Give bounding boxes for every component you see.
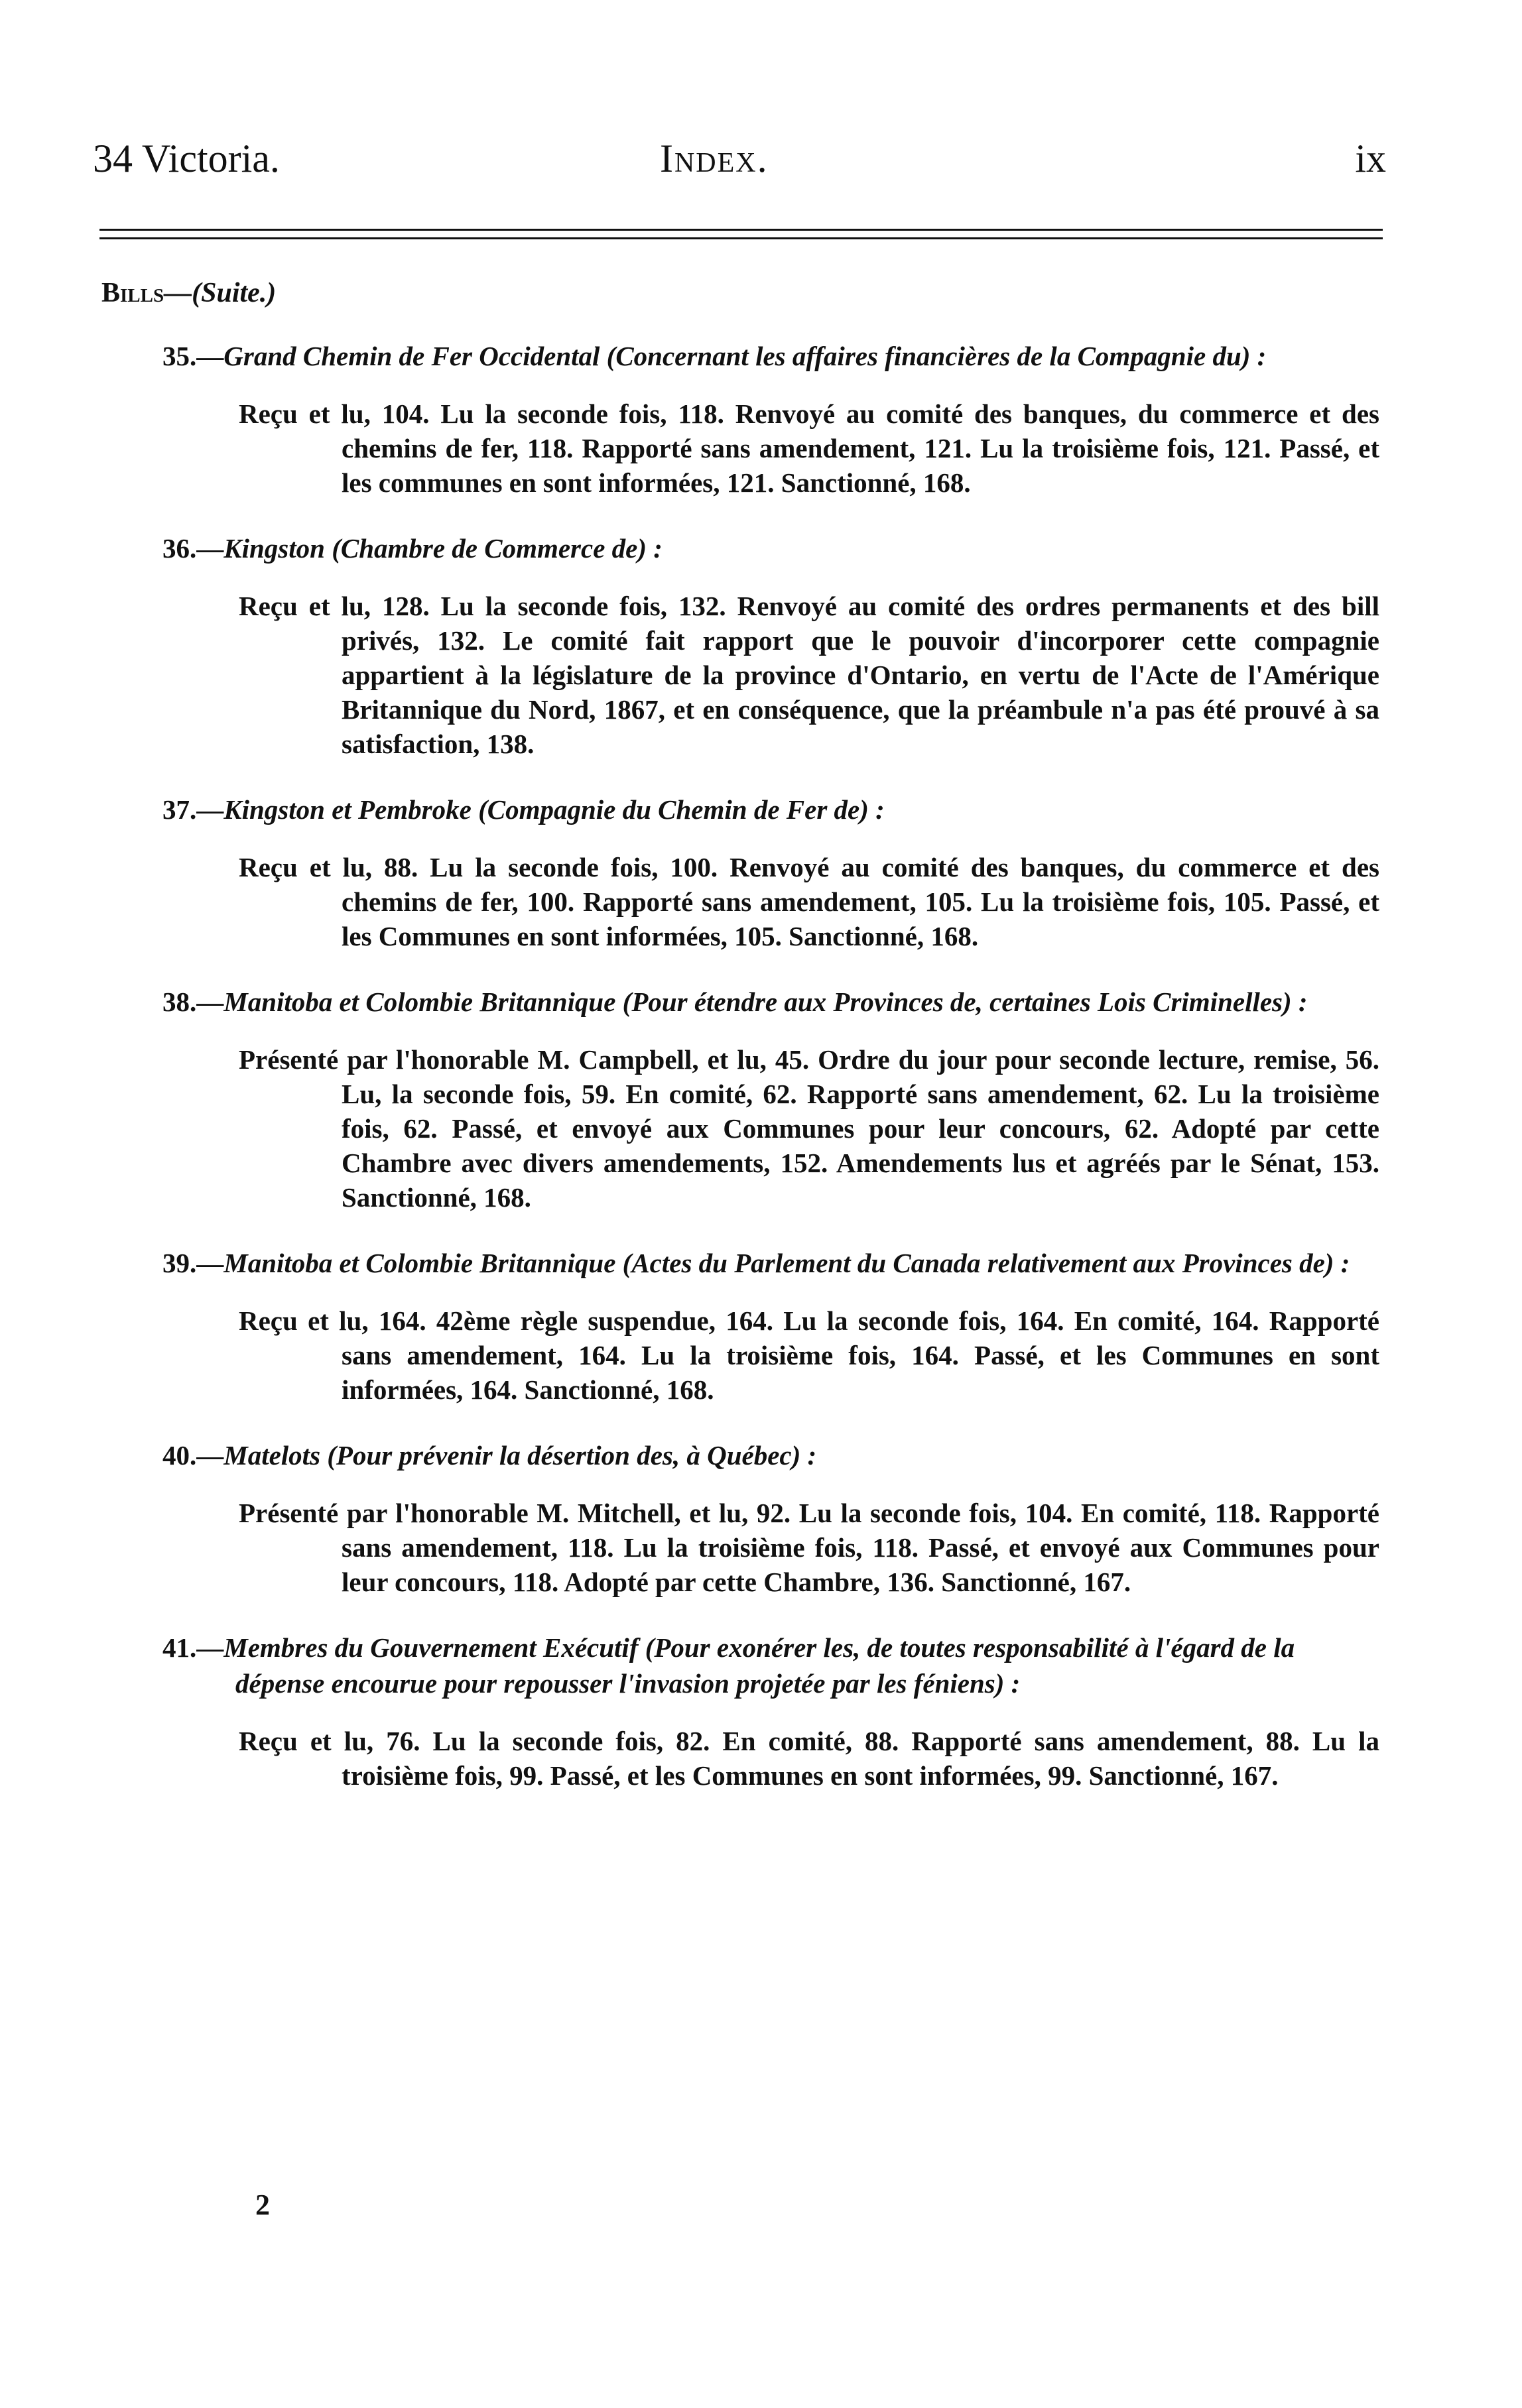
signature-mark: 2 <box>255 2189 270 2221</box>
bill-title <box>162 1437 1376 1473</box>
bill-title <box>162 792 1376 827</box>
bill-proceedings: Présenté par l'honorable M. Campbell, et lu, 45. Ordre du jour pour seconde lecture, remise, 56. Lu, la seconde fois, 59. En comité, 62. Rapporté sans amendement, 62. Lu la troisième fois, 62. Passé, et envoyé aux Communes pour leur concours, 62. Adopté par cette Chambre avec divers amendements, 152. Amendements lus et agréés par le Sénat, 153. Sanctionné, 168. <box>239 1044 1379 1213</box>
bill-number: 35.— <box>162 341 224 371</box>
bill-name: Kingston et Pembroke (Compagnie du Chemin de Fer de) : <box>223 794 885 825</box>
bill-proceedings: Reçu et lu, 164. 42ème règle suspendue, 164. Lu la seconde fois, 164. En comité, 164. Rapporté sans amendement, 164. Lu la troisième fois, 164. Passé, et les Communes en sont informées, 164. Sanctionné, 168. <box>239 1305 1379 1405</box>
bill-title <box>162 984 1376 1020</box>
bill-proceedings: Présenté par l'honorable M. Mitchell, et lu, 92. Lu la seconde fois, 104. En comité, 118. Rapporté sans amendement, 118. Lu la troisième fois, 118. Passé, et envoyé aux Communes pour leur concours, 118. Adopté par cette Chambre, 136. Sanctionné, 167. <box>239 1498 1379 1597</box>
header-rule-bottom <box>99 237 1383 239</box>
section-label: Bills <box>101 278 164 308</box>
bill-name: Manitoba et Colombie Britannique (Pour étendre aux Provinces de, certaines Lois Criminelles) : <box>223 987 1308 1017</box>
bill-entry <box>0 338 1522 500</box>
bill-proceedings: Reçu et lu, 76. Lu la seconde fois, 82. En comité, 88. Rapporté sans amendement, 88. Lu la troisième fois, 99. Passé, et les Communes en sont informées, 99. Sanctionné, 167. <box>239 1726 1379 1791</box>
bill-entry <box>0 1437 1522 1599</box>
bill-entry <box>0 792 1522 953</box>
bill-title <box>162 338 1376 374</box>
bill-proceedings: Reçu et lu, 88. Lu la seconde fois, 100. Renvoyé au comité des banques, du commerce et des chemins de fer, 100. Rapporté sans amendement, 105. Lu la troisième fois, 105. Passé, et les Communes en sont informées, 105. Sanctionné, 168. <box>239 852 1379 951</box>
header-rule-top <box>99 229 1383 231</box>
header-session: 34 Victoria. <box>93 137 280 180</box>
bill-name: Membres du Gouvernement Exécutif (Pour exonérer les, de toutes responsabilité à l'égard de la dépense encourue pour repousser l'invasion projetée par les féniens) : <box>223 1632 1295 1699</box>
header-title: Index. <box>660 137 769 180</box>
bill-entries <box>0 338 1522 1823</box>
bill-title <box>162 1630 1376 1701</box>
bill-entry <box>0 1630 1522 1793</box>
section-suffix: —(Suite.) <box>164 278 277 308</box>
bill-number: 37.— <box>162 794 224 825</box>
bill-proceedings: Reçu et lu, 104. Lu la seconde fois, 118. Renvoyé au comité des banques, du commerce et des chemins de fer, 118. Rapporté sans amendement, 121. Lu la troisième fois, 121. Passé, et les communes en sont informées, 121. Sanctionné, 168. <box>239 398 1379 498</box>
bill-number: 41.— <box>162 1632 224 1663</box>
bill-title <box>162 1245 1376 1281</box>
page-header <box>93 136 1386 196</box>
bill-entry <box>0 530 1522 761</box>
bill-number: 38.— <box>162 987 224 1017</box>
bill-name: Matelots (Pour prévenir la désertion des, à Québec) : <box>223 1440 817 1471</box>
bill-name: Grand Chemin de Fer Occidental (Concernant les affaires financières de la Compagnie du) : <box>223 341 1267 371</box>
bill-title <box>162 530 1376 566</box>
bill-number: 39.— <box>162 1248 224 1278</box>
bill-number: 36.— <box>162 533 224 564</box>
bill-name: Kingston (Chambre de Commerce de) : <box>223 533 663 564</box>
bill-entry <box>0 984 1522 1215</box>
bill-number: 40.— <box>162 1440 224 1471</box>
bill-name: Manitoba et Colombie Britannique (Actes du Parlement du Canada relativement aux Provinces de) : <box>223 1248 1350 1278</box>
page-number: ix <box>1355 137 1386 180</box>
bill-proceedings: Reçu et lu, 128. Lu la seconde fois, 132. Renvoyé au comité des ordres permanents et des bill privés, 132. Le comité fait rapport que le pouvoir d'incorporer cette compagnie appartient à la législature de la province d'Ontario, en vertu de l'Acte de l'Amérique Britannique du Nord, 1867, et en conséquence, que la préambule n'a pas été prouvé à sa satisfaction, 138. <box>239 591 1379 759</box>
bill-entry <box>0 1245 1522 1407</box>
section-heading <box>101 277 276 309</box>
